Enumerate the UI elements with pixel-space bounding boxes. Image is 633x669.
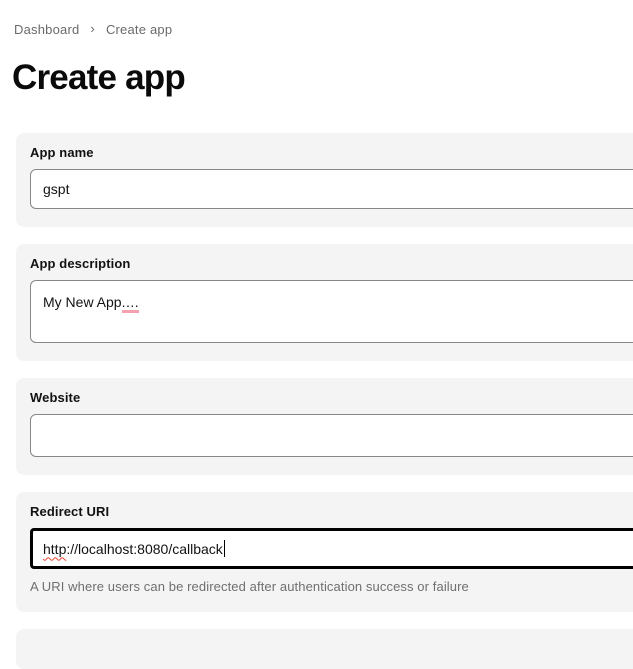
redirect-uri-spellcheck-word: http: [43, 540, 67, 557]
website-input[interactable]: [30, 414, 633, 457]
app-description-label: App description: [30, 256, 131, 271]
breadcrumb-current-page: Create app: [105, 22, 173, 37]
app-description-card: [16, 244, 633, 361]
breadcrumb: [14, 22, 633, 37]
redirect-uri-input[interactable]: [30, 528, 633, 569]
app-description-spellcheck-underline: ....: [122, 294, 140, 313]
app-description-textarea[interactable]: [30, 280, 633, 343]
breadcrumb-dashboard-link[interactable]: Dashboard: [14, 22, 80, 37]
app-name-card: [16, 133, 633, 227]
page-title: Create app: [12, 58, 185, 97]
redirect-uri-helper-text: A URI where users can be redirected after authentication success or failure: [30, 579, 469, 594]
text-caret: [224, 540, 226, 557]
app-description-value: My New App: [43, 294, 122, 310]
create-app-form: [0, 133, 633, 669]
redirect-uri-label: Redirect URI: [30, 504, 110, 519]
breadcrumb-separator-icon: ›: [90, 21, 95, 36]
website-label: Website: [30, 390, 81, 405]
app-name-input[interactable]: [30, 169, 633, 209]
app-name-label: App name: [30, 145, 94, 160]
next-field-card-partial: [16, 629, 633, 669]
redirect-uri-card: [16, 492, 633, 612]
website-card: [16, 378, 633, 475]
redirect-uri-value-rest: ://localhost:8080/callback: [66, 540, 223, 557]
